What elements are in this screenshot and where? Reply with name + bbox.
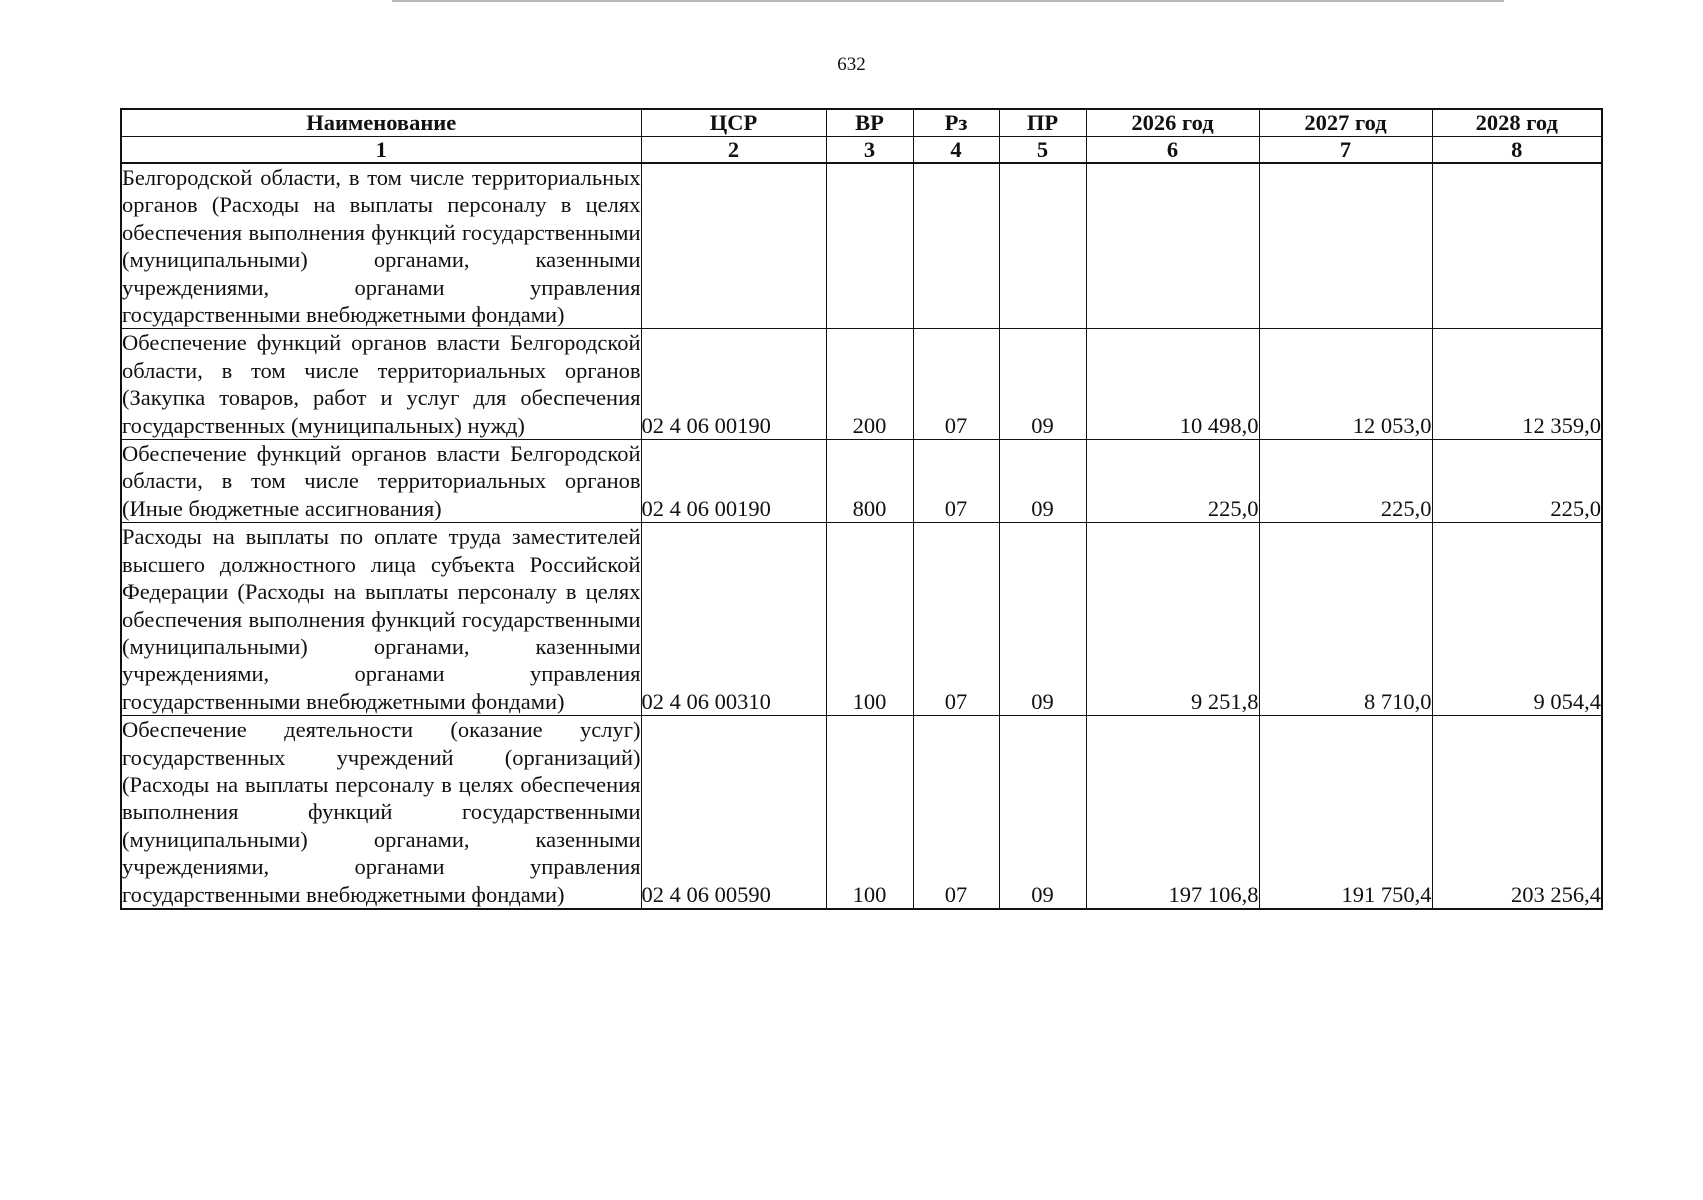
vr-cell: 100: [826, 716, 913, 909]
amount-2026: 197 106,8: [1086, 716, 1259, 909]
column-number: 8: [1432, 137, 1602, 164]
amount-2027: 12 053,0: [1259, 329, 1432, 440]
row-name: Обеспечение функций органов власти Белгородской области, в том числе территориальных органов (Иные бюджетные ассигнования): [122, 441, 641, 521]
budget-table: [120, 108, 1603, 910]
pr-cell: 09: [999, 440, 1086, 523]
header-rz: Рз: [913, 109, 999, 137]
column-number: 6: [1086, 137, 1259, 164]
header-2027: 2027 год: [1259, 109, 1432, 137]
vr-cell: 800: [826, 440, 913, 523]
amount-2027: 191 750,4: [1259, 716, 1432, 909]
row-name: Белгородской области, в том числе территориальных органов (Расходы на выплаты персоналу в целях обеспечения выполнения функций государственными (муниципальными) органами, казенными учреждениями, органами управления государственными внебюджетными фондами): [122, 165, 641, 328]
pr-cell: 09: [999, 329, 1086, 440]
csr-cell: [641, 163, 826, 329]
scan-top-edge: [392, 0, 1504, 2]
header-csr: ЦСР: [641, 109, 826, 137]
amount-2026: 225,0: [1086, 440, 1259, 523]
vr-cell: 200: [826, 329, 913, 440]
column-number: 2: [641, 137, 826, 164]
amount-2026: [1086, 163, 1259, 329]
amount-2028: 203 256,4: [1432, 716, 1602, 909]
csr-cell: 02 4 06 00190: [641, 440, 826, 523]
header-pr: ПР: [999, 109, 1086, 137]
row-name: Обеспечение функций органов власти Белгородской области, в том числе территориальных органов (Закупка товаров, работ и услуг для обеспечения государственных (муниципальных) нужд): [122, 330, 641, 438]
csr-cell: 02 4 06 00310: [641, 523, 826, 716]
amount-2028: [1432, 163, 1602, 329]
rz-cell: 07: [913, 716, 999, 909]
amount-2027: [1259, 163, 1432, 329]
row-name: Обеспечение деятельности (оказание услуг) государственных учреждений (организаций) (Расходы на выплаты персоналу в целях обеспечения выполнения функций государственными (муниципальными) органами, казенными учреждениями, органами управления государственными внебюджетными фондами): [121, 716, 641, 909]
amount-2026: 9 251,8: [1086, 523, 1259, 716]
csr-cell: 02 4 06 00190: [641, 329, 826, 440]
column-number: 4: [913, 137, 999, 164]
pr-cell: [999, 163, 1086, 329]
rz-cell: 07: [913, 329, 999, 440]
pr-cell: 09: [999, 716, 1086, 909]
amount-2028: 225,0: [1432, 440, 1602, 523]
amount-2027: 225,0: [1259, 440, 1432, 523]
vr-cell: 100: [826, 523, 913, 716]
table-row: [121, 329, 1602, 440]
header-vr: ВР: [826, 109, 913, 137]
column-number-row: [121, 137, 1602, 164]
table-row: [121, 716, 1602, 909]
page-number: 632: [837, 54, 866, 75]
header-name: Наименование: [121, 109, 641, 137]
csr-cell: 02 4 06 00590: [641, 716, 826, 909]
column-number: 3: [826, 137, 913, 164]
pr-cell: 09: [999, 523, 1086, 716]
amount-2026: 10 498,0: [1086, 329, 1259, 440]
rz-cell: 07: [913, 440, 999, 523]
header-row: [121, 109, 1602, 137]
rz-cell: 07: [913, 523, 999, 716]
amount-2028: 12 359,0: [1432, 329, 1602, 440]
amount-2028: 9 054,4: [1432, 523, 1602, 716]
column-number: 5: [999, 137, 1086, 164]
column-number: 7: [1259, 137, 1432, 164]
column-number: 1: [121, 137, 641, 164]
table-row: [121, 523, 1602, 716]
header-2028: 2028 год: [1432, 109, 1602, 137]
header-2026: 2026 год: [1086, 109, 1259, 137]
vr-cell: [826, 163, 913, 329]
rz-cell: [913, 163, 999, 329]
table-row: [121, 163, 1602, 329]
amount-2027: 8 710,0: [1259, 523, 1432, 716]
table-row: [121, 440, 1602, 523]
row-name: Расходы на выплаты по оплате труда заместителей высшего должностного лица субъекта Российской Федерации (Расходы на выплаты персоналу в целях обеспечения выполнения функций государственными (муниципальными) органами, казенными учреждениями, органами управления государственными внебюджетными фондами): [122, 524, 641, 714]
